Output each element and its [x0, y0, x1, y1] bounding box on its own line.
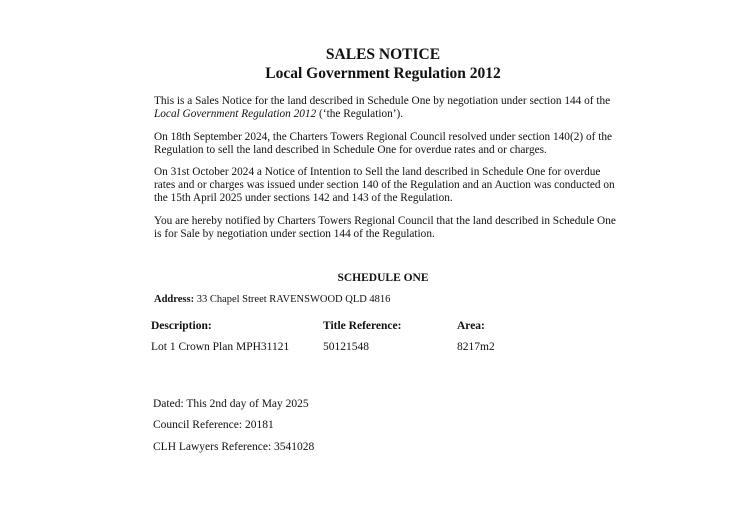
title-reference-header: Title Reference: — [323, 320, 402, 332]
council-reference: Council Reference: 20181 — [153, 419, 274, 431]
description-header: Description: — [151, 320, 212, 332]
paragraph-intro-text: This is a Sales Notice for the land described in Schedule One by negotiation under section 144 of the — [154, 95, 611, 107]
address-value: 33 Chapel Street RAVENSWOOD QLD 4816 — [196, 294, 391, 305]
paragraph-notification: You are hereby notified by Charters Towers Regional Council that the land described in Schedule One is for Sale by negotiation under section 144 of the Regulation. — [154, 215, 616, 241]
paragraph-resolution: On 18th September 2024, the Charters Towers Regional Council resolved under section 140(2) of the Regulation to sell the land described in Schedule One for overdue rates and or charges. — [154, 131, 612, 157]
paragraph-intention: On 31st October 2024 a Notice of Intention to Sell the land described in Schedule One for overdue rates and or charges was issued under section 140 of the Regulation and an Auction was conducted on the 15th April 2025 under sections 142 and 143 of the Regulation. — [154, 166, 615, 205]
dated-line: Dated: This 2nd day of May 2025 — [153, 398, 309, 410]
notice-title: SALES NOTICE — [325, 46, 441, 63]
area-header: Area: — [457, 320, 485, 332]
description-value: Lot 1 Crown Plan MPH31121 — [151, 341, 290, 353]
notice-subtitle: Local Government Regulation 2012 — [265, 65, 501, 82]
address-line — [154, 294, 390, 305]
paragraph-intro-suffix: (‘the Regulation’). — [316, 108, 404, 121]
title-reference-value: 50121548 — [323, 341, 369, 353]
clh-lawyers-reference: CLH Lawyers Reference: 3541028 — [153, 441, 315, 453]
area-value: 8217m2 — [457, 341, 495, 353]
address-label: Address: — [154, 294, 195, 305]
paragraph-intro — [154, 95, 620, 121]
schedule-title: SCHEDULE ONE — [337, 272, 429, 284]
regulation-name: Local Government Regulation 2012 — [154, 108, 317, 121]
